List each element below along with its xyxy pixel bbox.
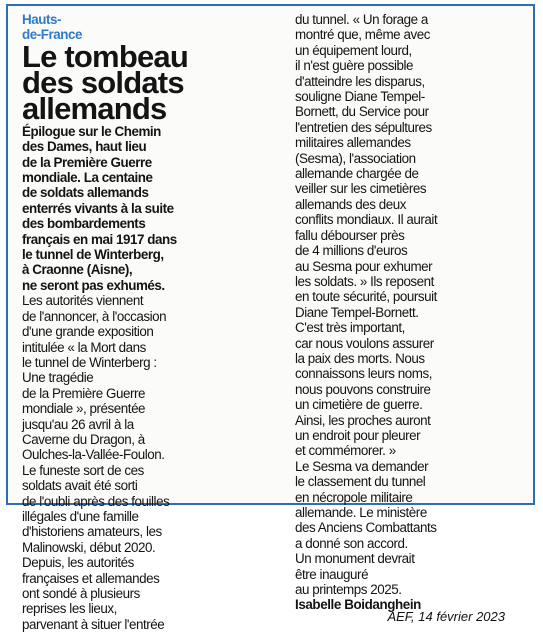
headline: Le tombeau des soldats allemands (22, 38, 188, 126)
lede: Épilogue sur le Chemin des Dames, haut lieu de la Première Guerre mondiale. La centaine de soldats allemands enterrés vivants à la suite des bombardements français en mai 1917 dans le tunnel de Winterberg, à Craonne (Aisne), ne seront pas exhumés. (22, 123, 177, 293)
author-byline: Isabelle Boidanghein (295, 597, 421, 613)
section-label: Hauts- de-France (22, 12, 82, 43)
body-text-left: Les autorités viennent de l'annoncer, à l'occasion d'une grande exposition intitulée « la Mort dans le tunnel de Winterberg : Une tragédie de la Première Guerre mondiale », présentée jusqu'au 26 avril à la Caverne du Dragon, à Oulches-la-Vallée-Foulon. Le funeste sort de ces soldats avait été sorti de l'oubli après des fouilles illégales d'une famille d'historiens amateurs, les Malinowski, début 2020. Depuis, les autorités françaises et allemandes ont sondé à plusieurs reprises les lieux, parvenant à situer l'entrée (22, 293, 170, 632)
right-column (295, 12, 533, 613)
left-column (22, 12, 292, 632)
source-caption: AEF, 14 février 2023 (387, 609, 505, 624)
body-text-right: du tunnel. « Un forage a montré que, même avec un équipement lourd, il n'est guère possible d'atteindre les disparus, souligne Diane Tempel- Bornett, du Service pour l'entretien des sépultures militaires allemandes (Sesma), l'association allemande chargée de veiller sur les cimetières allemands des deux conflits mondiaux. Il aurait fallu débourser près de 4 millions d'euros au Sesma pour exhumer les soldats. » Ils reposent en toute sécurité, poursuit Diane Tempel-Bornett. C'est très important, car nous voulons assurer la paix des morts. Nous connaissons leurs noms, nous pouvons construire un cimetière de guerre. Ainsi, les proches auront un endroit pour pleurer et commémorer. » Le Sesma va demander le classement du tunnel en nécropole militaire allemande. Le ministère des Anciens Combattants a donné son accord. Un monument devrait être inauguré au printemps 2025. (295, 12, 438, 598)
